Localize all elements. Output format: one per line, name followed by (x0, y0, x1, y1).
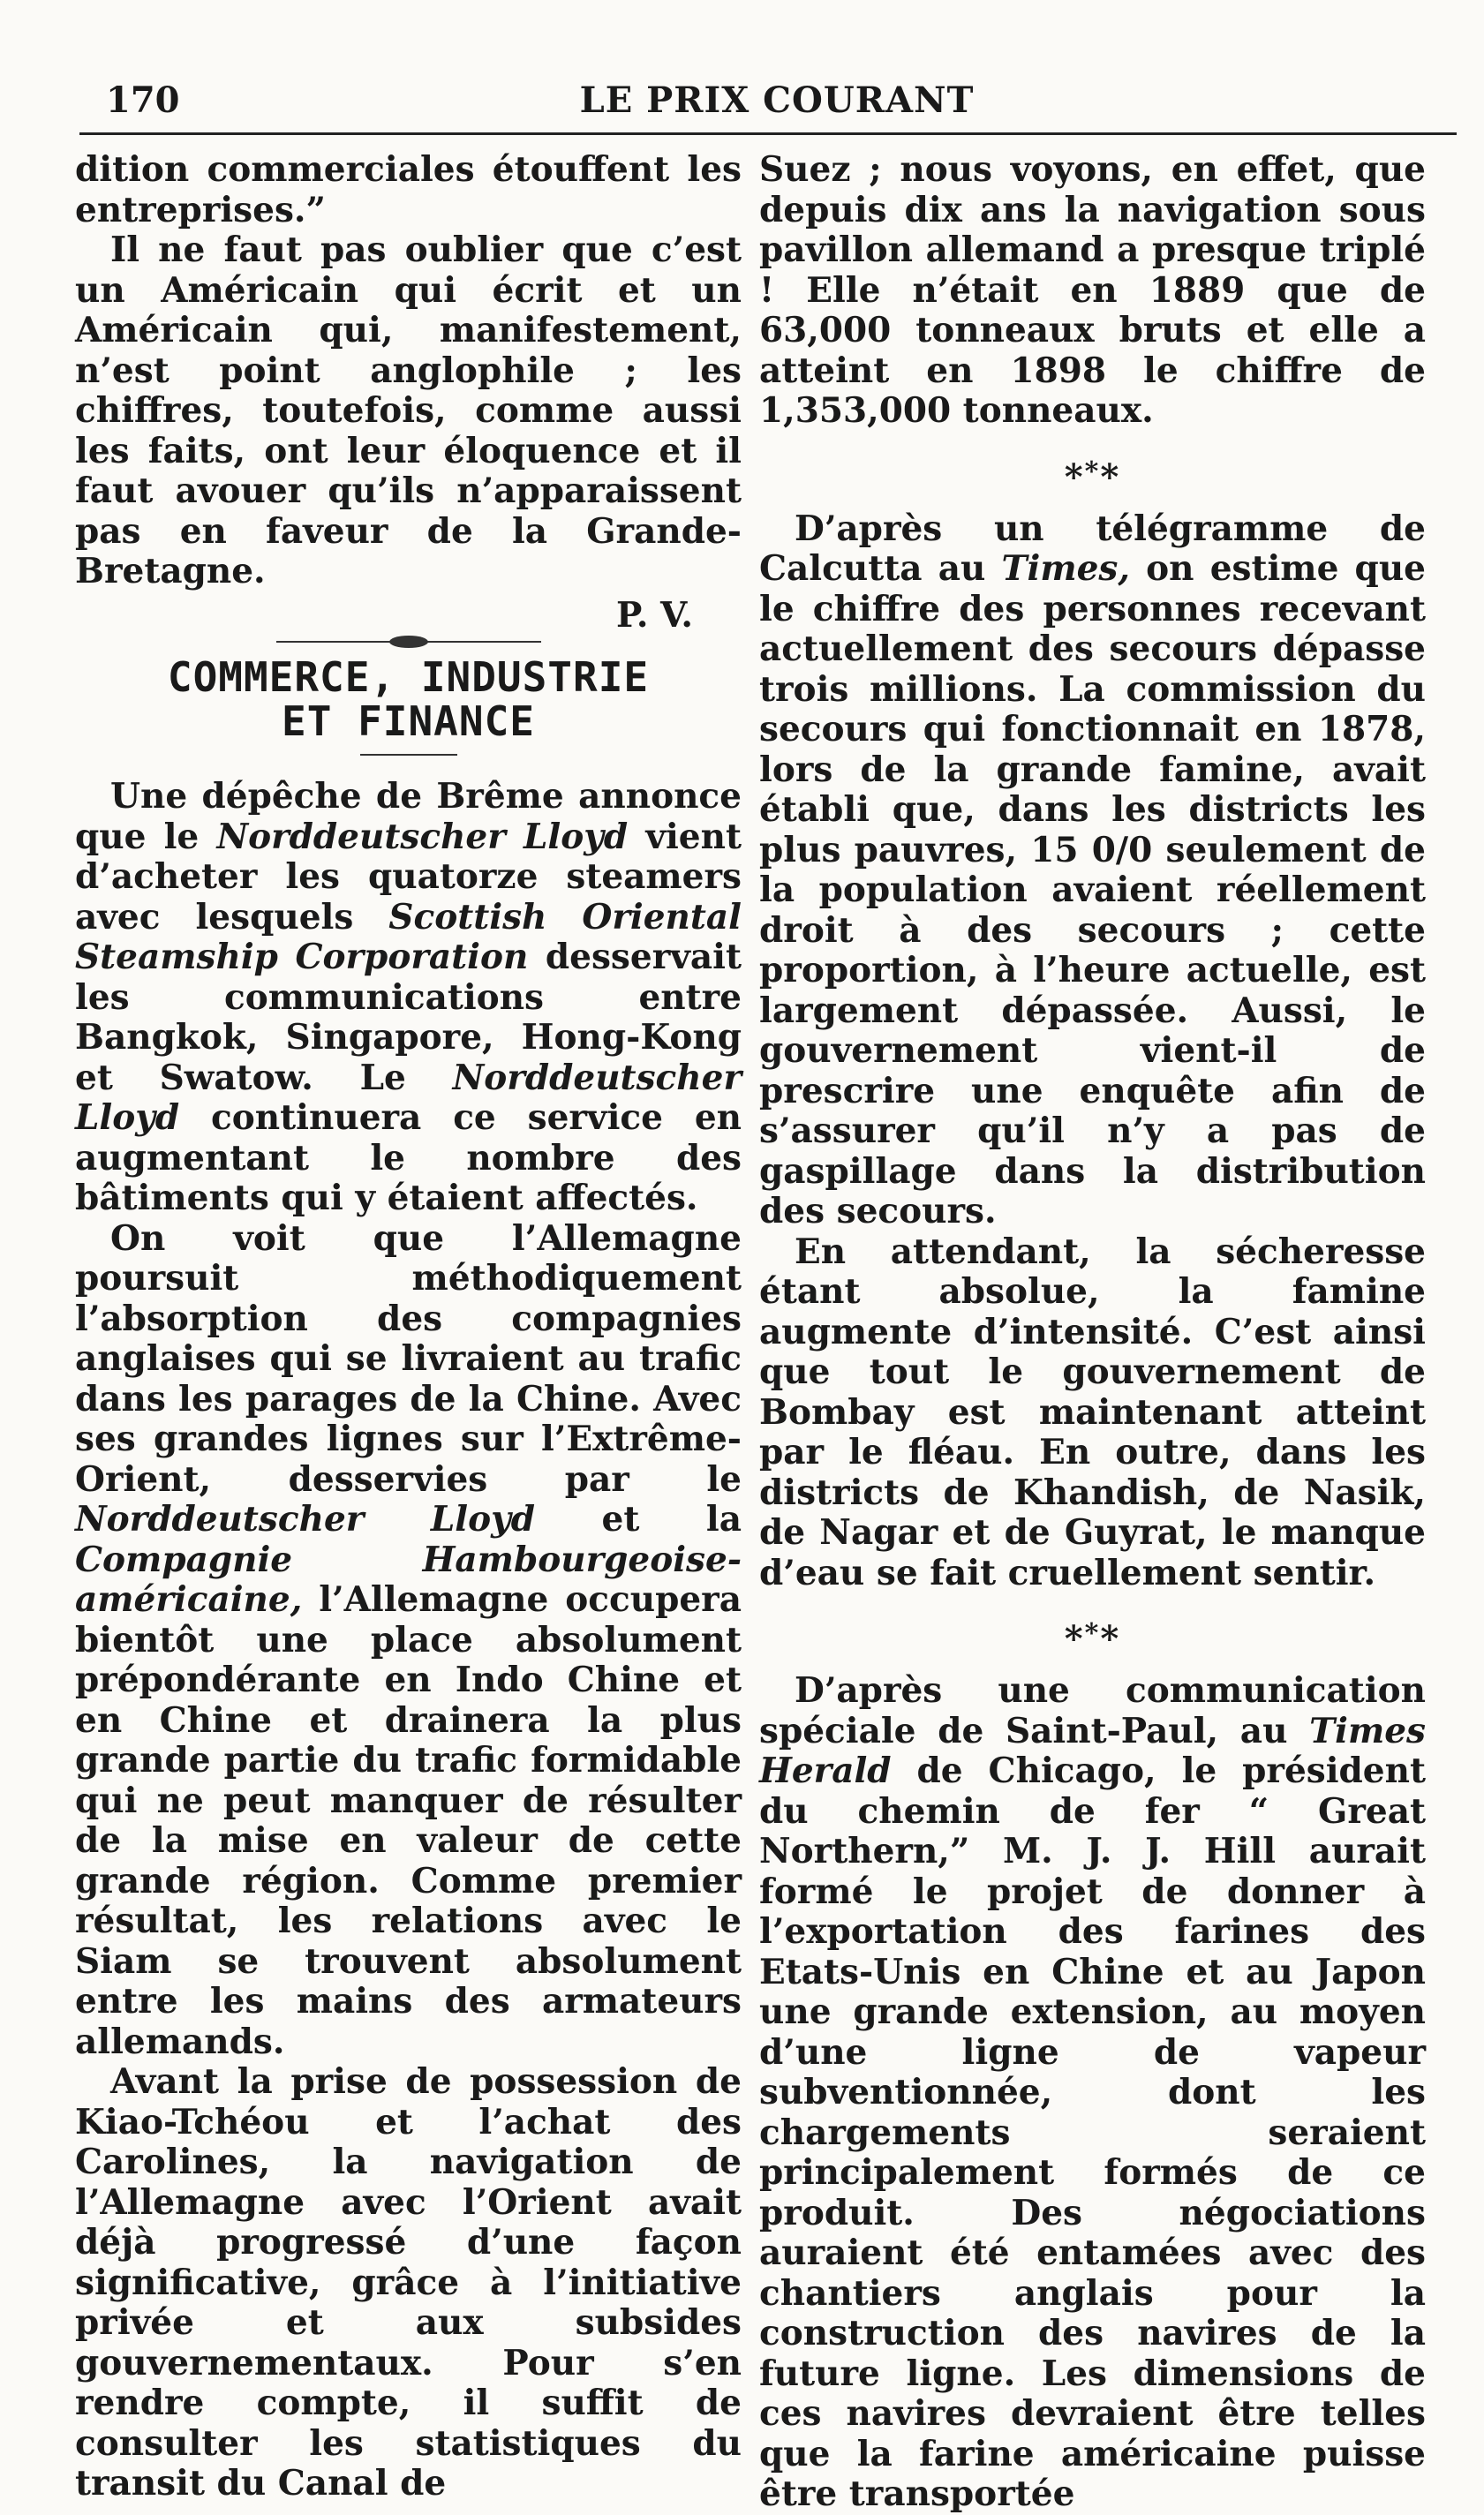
paragraph: dition commerciales étouffent les entreprises.” (75, 149, 742, 230)
page-number: 170 (106, 79, 180, 121)
paragraph: Avant la prise de possession de Kiao-Tchéou et l’achat des Carolines, la navigation de l’Allemagne avec l’Orient avait déjà progressé d’une façon significative, grâce à l’initiative privée et aux subsides gouvernementaux. Pour s’en rendre compte, il suffit de consulter les statistiques du transit du Canal de (75, 2061, 742, 2504)
paragraph: Une dépêche de Brême annonce que le Norddeutscher Lloyd vient d’acheter les quatorze steamers avec lesquels Scottish Oriental Steamship Corporation desservait les communications entre Bangkok, Singapore, Hong-Kong et Swatow. Le Norddeutscher Lloyd continuera ce service en augmentant le nombre des bâtiments qui y étaient affectés. (75, 776, 742, 1218)
running-title: LE PRIX COURANT (579, 79, 975, 121)
asterism-separator: *** (1064, 1618, 1121, 1660)
paragraph: En attendant, la sécheresse étant absolue, la famine augmente d’intensité. C’est ainsi que tout le gouvernement de Bombay est maintenant atteint par le fléau. En outre, dans les districts de Khandish, de Nasik, de Nagar et de Guyrat, le manque d’eau se fait cruellement sentir. (759, 1231, 1426, 1593)
section-divider (360, 754, 457, 756)
header-rule (79, 132, 1457, 135)
section-title (75, 655, 742, 743)
page-header (106, 74, 1448, 127)
paragraph: D’après une communication spéciale de Saint-Paul, au Times Herald de Chicago, le président du chemin de fer “ Great Northern,” M. J. J. Hill aurait formé le projet de donner à l’exportation des farines des Etats-Unis en Chine et au Japon une grande extension, au moyen d’une ligne de vapeur subventionnée, dont les chargements seraient principalement formés de ce produit. Des négociations auraient été entamées avec des chantiers anglais pour la construction des navires de la future ligne. Les dimensions de ces navires devraient être telles que la farine américaine puisse être transportée (759, 1670, 1426, 2514)
asterism-separator: *** (1064, 456, 1121, 498)
ornament-divider (276, 641, 541, 643)
paragraph: Suez ; nous voyons, en effet, que depuis dix ans la navigation sous pavillon allemand a presque triplé ! Elle n’était en 1889 que de 63,000 tonneaux bruts et elle a atteint en 1898 le chiffre de 1,353,000 tonneaux. (759, 149, 1426, 431)
left-column (75, 150, 742, 2504)
paragraph: D’après un télégramme de Calcutta au Times, on estime que le chiffre des personnes recevant actuellement des secours dépasse trois millions. La commission du secours qui fonctionnait en 1878, lors de la grande famine, avait établi que, dans les districts les plus pauvres, 15 0/0 seulement de la population avaient réellement droit à des secours ; cette proportion, à l’heure actuelle, est largement dépassée. Aussi, le gouvernement vient-il de prescrire une enquête afin de s’assurer qu’il n’y a pas de gaspillage dans la distribution des secours. (759, 508, 1426, 1231)
paragraph: Il ne faut pas oublier que c’est un Américain qui écrit et un Américain qui, manifestement, n’est point anglophile ; les chiffres, toutefois, comme aussi les faits, ont leur éloquence et il faut avouer qu’ils n’apparaissent pas en faveur de la Grande-Bretagne. (75, 230, 742, 591)
section-title-line: COMMERCE, INDUSTRIE (167, 653, 650, 701)
right-column (759, 150, 1426, 2515)
paragraph: On voit que l’Allemagne poursuit méthodiquement l’absorption des compagnies anglaises qui se livraient au trafic dans les parages de la Chine. Avec ses grandes lignes sur l’Extrême-Orient, desservies par le Norddeutscher Lloyd et la Compagnie Hambourgeoise-américaine, l’Allemagne occupera bientôt une place absolument prépondérante en Indo Chine et en Chine et drainera la plus grande partie du trafic formidable qui ne peut manquer de résulter de la mise en valeur de cette grande région. Comme premier résultat, les relations avec le Siam se trouvent absolument entre les mains des armateurs allemands. (75, 1217, 742, 2062)
signature: P. V. (615, 594, 693, 636)
section-title-line: ET FINANCE (282, 697, 535, 745)
